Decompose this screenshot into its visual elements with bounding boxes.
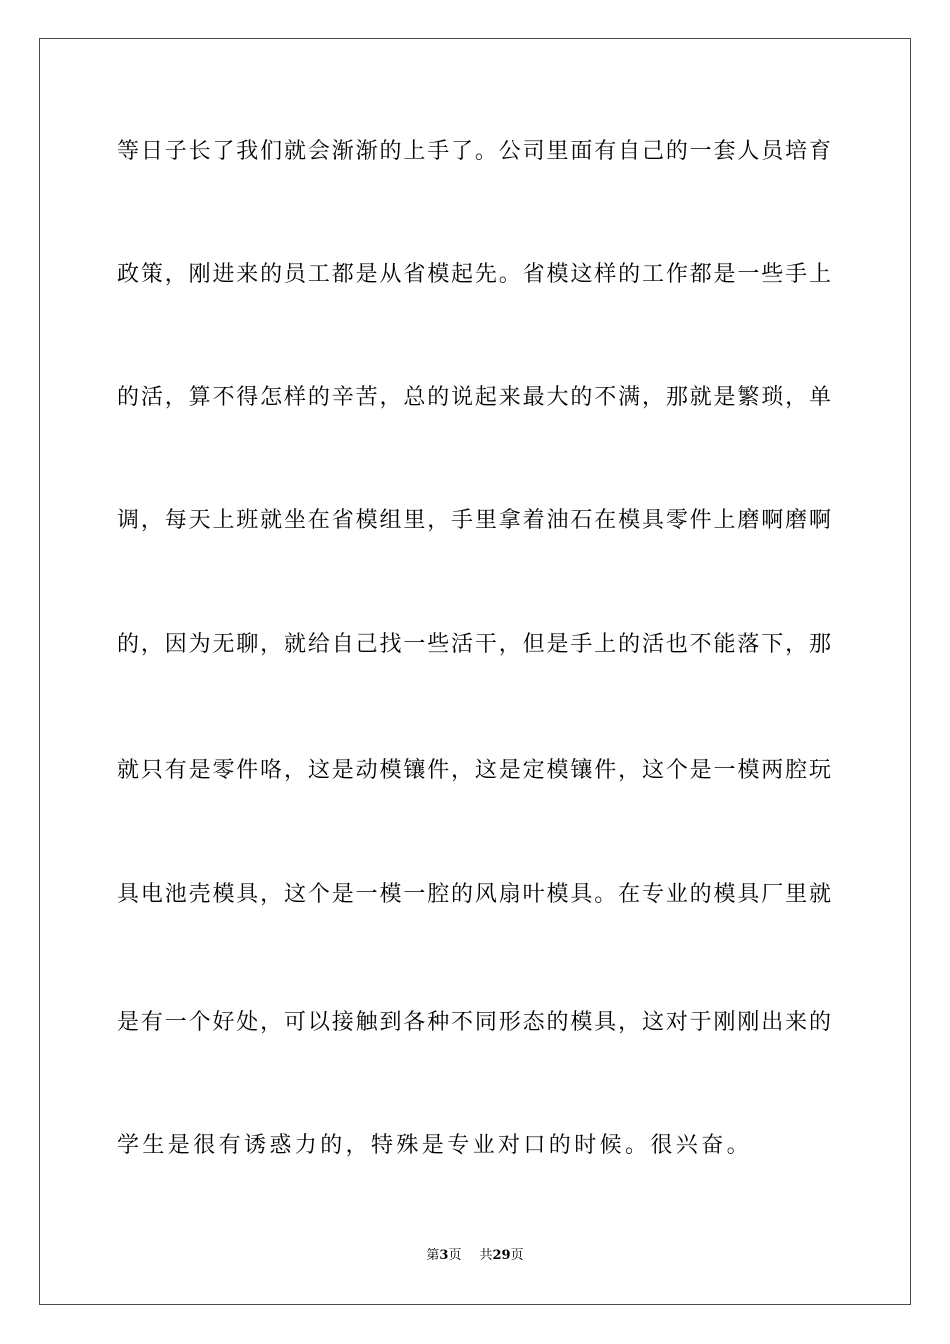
paragraph-line-last: 学生是很有诱惑力的，特殊是专业对口的时候。很兴奋。 [117,1133,753,1158]
page-number: 3 [439,1248,449,1263]
paragraph-line: 具电池壳模具，这个是一模一腔的风扇叶模具。在专业的模具厂里就 [117,882,831,907]
paragraph-line: 调，每天上班就坐在省模组里，手里拿着油石在模具零件上磨啊磨啊 [117,508,831,533]
total-label-suffix: 页 [510,1248,524,1263]
page-footer [0,1247,950,1265]
page-label-prefix: 第 [426,1248,440,1263]
paragraph-line: 的活，算不得怎样的辛苦，总的说起来最大的不满，那就是繁琐，单 [117,385,831,410]
page-border [39,38,911,1305]
paragraph-line: 就只有是零件咯，这是动模镶件，这是定模镶件，这个是一模两腔玩 [117,758,831,783]
total-label-prefix: 共 [479,1248,493,1263]
page-label-suffix: 页 [448,1248,462,1263]
paragraph-line: 是有一个好处，可以接触到各种不同形态的模具，这对于刚刚出来的 [117,1010,831,1035]
paragraph-line: 等日子长了我们就会渐渐的上手了。公司里面有自己的一套人员培育 [117,139,831,164]
paragraph-line: 政策，刚进来的员工都是从省模起先。省模这样的工作都是一些手上 [117,262,831,287]
total-pages: 29 [492,1248,511,1263]
paragraph-line: 的，因为无聊，就给自己找一些活干，但是手上的活也不能落下，那 [117,632,831,657]
